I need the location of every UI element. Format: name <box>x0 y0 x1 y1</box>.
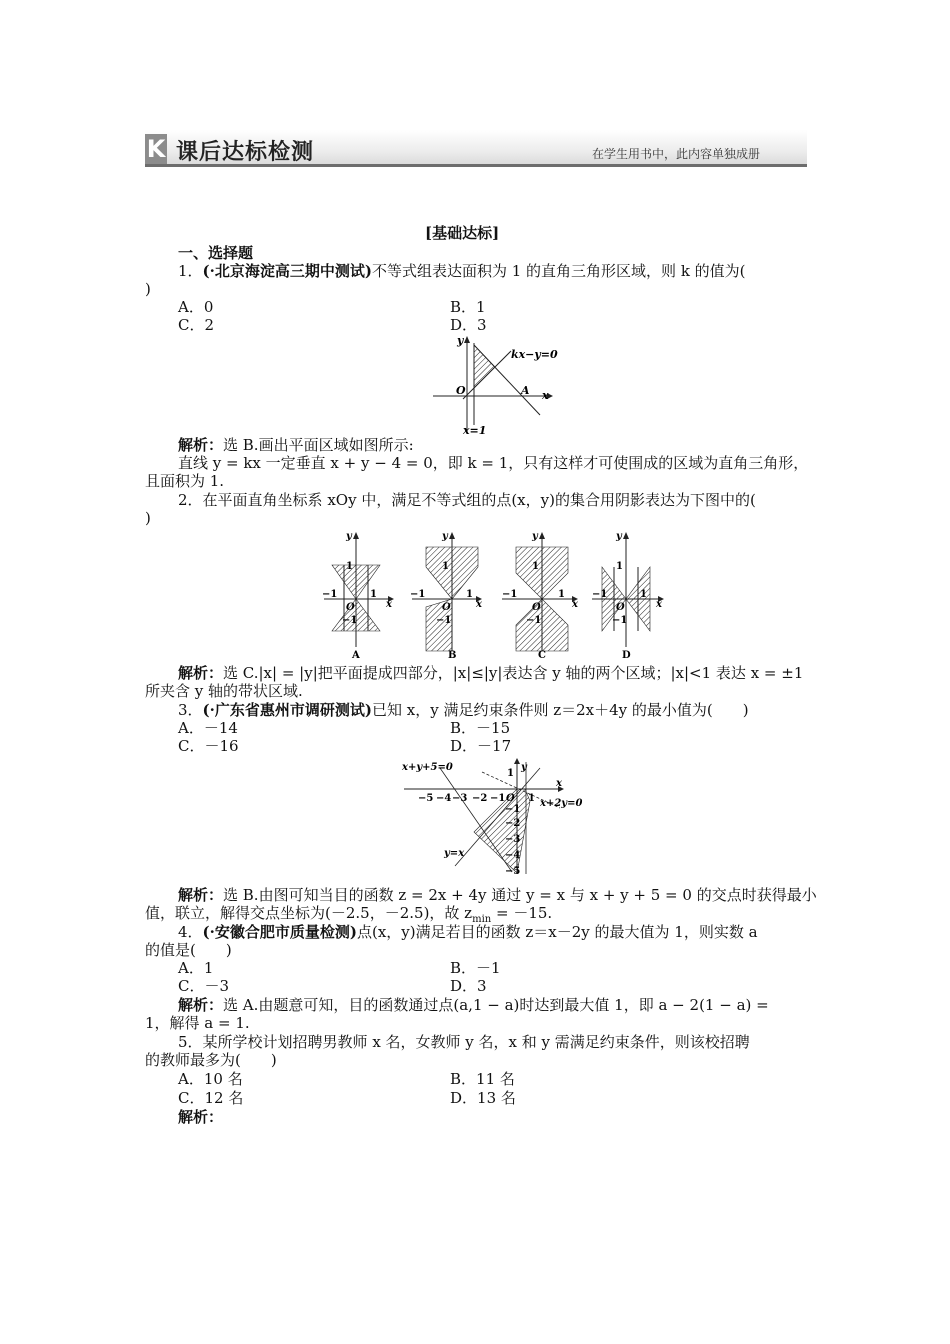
svg-text:1: 1 <box>346 561 353 572</box>
svg-text:−1: −1 <box>505 804 521 815</box>
q3-stem <box>178 701 749 719</box>
part-title: 一、选择题 <box>178 244 254 262</box>
q4-option-d: D．3 <box>450 977 487 995</box>
svg-text:x: x <box>656 599 662 610</box>
q1-option-a: A．0 <box>178 298 214 316</box>
q2-figure-d-label: D <box>622 650 631 661</box>
q2-text: 在平面直角坐标系 xOy 中，满足不等式组的点(x，y)的集合用阴影表达为下图中的( <box>202 491 756 509</box>
q4-analysis-label: 解析： <box>178 996 224 1014</box>
q3-fig-line1: x+y+5=0 <box>402 762 453 773</box>
q4-option-a: A．1 <box>178 959 214 977</box>
q4-source: (·安徽合肥市质量检测) <box>202 923 357 941</box>
q4-option-c: C．－3 <box>178 977 230 995</box>
q5-number: 5． <box>178 1033 203 1051</box>
svg-text:O: O <box>616 602 625 613</box>
q3-number: 3． <box>178 701 203 719</box>
svg-text:−1: −1 <box>526 615 542 626</box>
svg-text:y: y <box>616 531 622 542</box>
q3-option-b: B．－15 <box>450 719 511 737</box>
svg-text:−1: −1 <box>490 793 506 804</box>
q4-stem <box>178 923 758 941</box>
svg-text:O: O <box>442 602 451 613</box>
svg-text:−3: −3 <box>505 834 521 845</box>
q3-source: (·广东省惠州市调研测试) <box>202 701 372 719</box>
svg-text:−1: −1 <box>592 589 608 600</box>
q3-analysis-line2: 值，联立，解得交点坐标为(－2.5，－2.5)，故 $z_{min} = -15$. <box>145 904 553 925</box>
svg-text:−2: −2 <box>472 793 488 804</box>
svg-text:−1: −1 <box>502 589 518 600</box>
q1-text: 不等式组表达面积为 1 的直角三角形区域，则 k 的值为( <box>371 262 746 280</box>
q1-analysis-line1: 解析：选 B.画出平面区域如图所示: <box>178 436 414 454</box>
q2-analysis-line2: 所夹含 y 轴的带状区域. <box>145 682 303 700</box>
q2-analysis-label: 解析： <box>178 664 224 682</box>
svg-text:−5: −5 <box>505 866 521 877</box>
q1-option-c: C．2 <box>178 316 215 334</box>
q2-analysis-line1: 解析：选 C.|x| = |y|把平面提成四部分，|x|≤|y|表达含 y 轴的两个区域；|x|<1 表达 x = ±1 <box>178 664 804 682</box>
header-note: 在学生用书中，此内容单独成册 <box>592 147 761 161</box>
svg-text:1: 1 <box>507 768 514 779</box>
svg-text:−4: −4 <box>505 850 521 861</box>
q3-fig-line2: x+2y=0 <box>540 798 583 809</box>
svg-text:−1: −1 <box>342 615 358 626</box>
q2-figure-d <box>592 527 672 662</box>
q2-figure-c-label: C <box>538 650 546 661</box>
q4-analysis-line1: 解析：选 A.由题意可知，目的函数通过点(a,1 − a)时达到最大值 1，即 a − 2(1 − a) = <box>178 996 769 1014</box>
q1-fig-a: A <box>521 384 530 397</box>
svg-text:1: 1 <box>616 561 623 572</box>
q3-analysis-label: 解析： <box>178 886 224 904</box>
svg-text:−1: −1 <box>612 615 628 626</box>
q1-analysis-line2: 直线 y = kx 一定垂直 x + y − 4 = 0，即 k = 1，只有这样才可使围成的区域为直角三角形， <box>178 454 809 472</box>
svg-text:−1: −1 <box>410 589 426 600</box>
svg-text:O: O <box>346 602 355 613</box>
q4-text: 点(x，y)满足若目的函数 z＝x－2y 的最大值为 1，则实数 a <box>356 923 758 941</box>
svg-text:1: 1 <box>640 589 647 600</box>
q3-option-a: A．－14 <box>178 719 238 737</box>
svg-text:y: y <box>532 531 538 542</box>
q5-option-a: A．10 名 <box>178 1070 243 1088</box>
q5-stem <box>178 1033 750 1051</box>
q5-analysis-label: 解析： <box>178 1108 224 1126</box>
q5-option-c: C．12 名 <box>178 1089 244 1107</box>
q4-analysis-line2: 1，解得 a = 1. <box>145 1014 250 1032</box>
q3-option-d: D．－17 <box>450 737 512 755</box>
q1-stem <box>178 262 746 280</box>
svg-text:1: 1 <box>442 561 449 572</box>
q2-number: 2． <box>178 491 203 509</box>
q1-number: 1． <box>178 262 203 280</box>
svg-text:x: x <box>556 778 562 789</box>
svg-text:1: 1 <box>370 589 377 600</box>
header-title: 课后达标检测 <box>176 140 315 165</box>
q5-option-b: B．11 名 <box>450 1070 515 1088</box>
svg-text:x: x <box>386 599 392 610</box>
q3-fig-line3: y=x <box>444 848 465 859</box>
svg-text:−4: −4 <box>436 793 452 804</box>
q1-option-d: D．3 <box>450 316 487 334</box>
q2-figure-a-label: A <box>352 650 360 661</box>
q3-analysis-line1: 解析：选 B.由图可知当目的函数 z = 2x + 4y 通过 y = x 与 x + y + 5 = 0 的交点时获得最小 <box>178 886 817 904</box>
svg-text:1: 1 <box>558 589 565 600</box>
q1-stem-cont: ) <box>145 280 151 298</box>
svg-text:x: x <box>572 599 578 610</box>
svg-text:−3: −3 <box>452 793 468 804</box>
section-heading: [基础达标] <box>425 224 500 242</box>
svg-text:−1: −1 <box>322 589 338 600</box>
q2-figure-b <box>408 527 488 662</box>
q3-figure <box>400 756 600 878</box>
q5-option-d: D．13 名 <box>450 1089 516 1107</box>
header-logo: K <box>146 135 166 163</box>
svg-text:x: x <box>476 599 482 610</box>
q1-fig-x: x <box>542 389 549 402</box>
svg-text:O: O <box>532 602 541 613</box>
q1-fig-vline-label: x=1 <box>463 424 487 437</box>
svg-text:y: y <box>346 531 352 542</box>
svg-text:1: 1 <box>532 561 539 572</box>
q3-text: 已知 x，y 满足约束条件则 z＝2x＋4y 的最小值为( ) <box>371 701 749 719</box>
q4-option-b: B．－1 <box>450 959 501 977</box>
q1-option-b: B．1 <box>450 298 486 316</box>
q4-number: 4． <box>178 923 203 941</box>
q1-fig-origin: O <box>456 384 466 397</box>
q1-analysis-line3: 且面积为 1. <box>145 472 225 490</box>
q1-figure <box>425 333 565 437</box>
svg-text:O: O <box>506 793 515 804</box>
q1-fig-line-label: kx−y=0 <box>511 348 558 361</box>
q1-source: (·北京海淀高三期中测试) <box>202 262 372 280</box>
q4-stem-cont: 的值是( ) <box>145 941 232 959</box>
svg-text:1: 1 <box>528 793 535 804</box>
svg-text:1: 1 <box>466 589 473 600</box>
q5-text: 某所学校计划招聘男教师 x 名，女教师 y 名，x 和 y 需满足约束条件，则该校招聘 <box>202 1033 750 1051</box>
q5-stem-cont: 的教师最多为( ) <box>145 1051 277 1069</box>
svg-text:−2: −2 <box>505 818 521 829</box>
svg-text:y: y <box>442 531 448 542</box>
q3-option-c: C．－16 <box>178 737 239 755</box>
q2-stem-cont: ) <box>145 509 151 527</box>
svg-text:y: y <box>521 762 527 773</box>
svg-text:−5: −5 <box>418 793 434 804</box>
q2-stem <box>178 491 756 509</box>
q1-analysis-label: 解析： <box>178 436 224 454</box>
q1-fig-y: y <box>457 334 464 347</box>
q2-figure-c <box>502 527 582 662</box>
svg-text:−1: −1 <box>436 615 452 626</box>
q2-figure-b-label: B <box>448 650 457 661</box>
q2-figure-a <box>320 527 400 662</box>
